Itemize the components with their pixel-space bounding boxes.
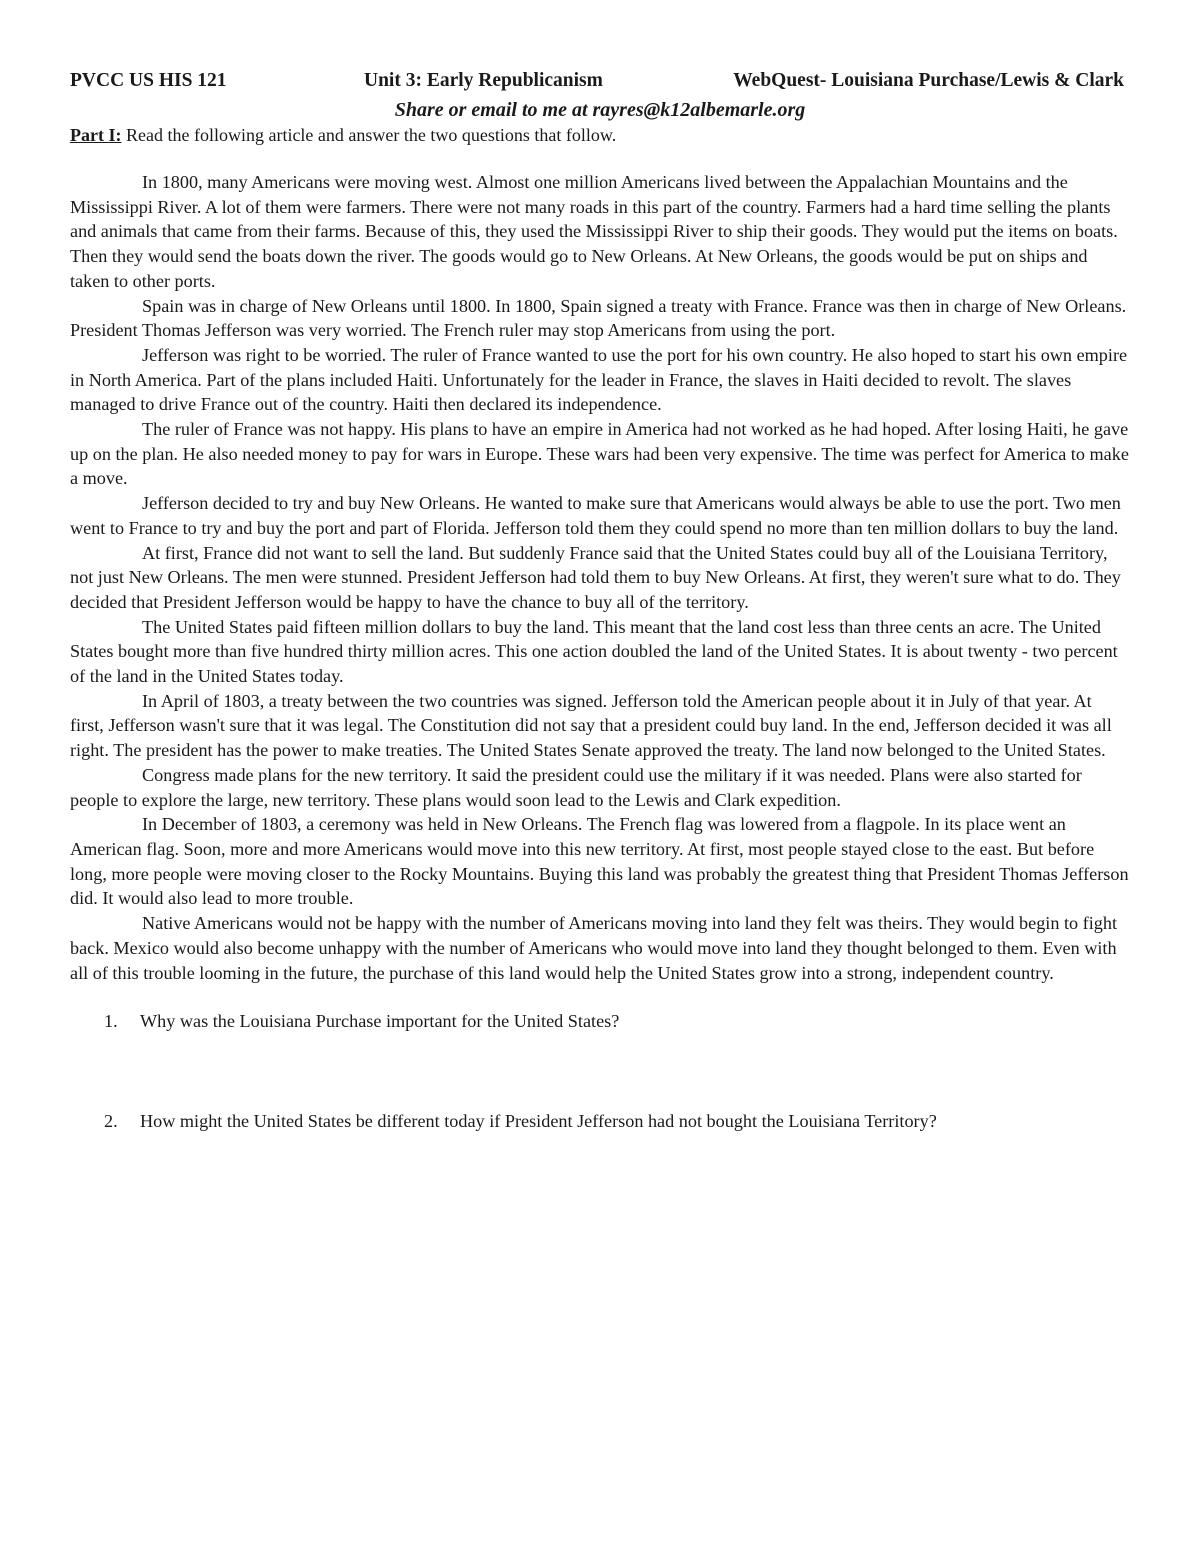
article-paragraph: In April of 1803, a treaty between the two countries was signed. Jefferson told the American people about it in July of that year. At first, Jefferson wasn't sure that it was legal. The Constitution did not say that a president could buy land. In the end, Jefferson decided it was all right. The president has the power to make treaties. The United States Senate approved the treaty. The land now belonged to the United States.: [70, 690, 1112, 761]
article-paragraph: Jefferson decided to try and buy New Orleans. He wanted to make sure that Americans would always be able to use the port. Two men went to France to try and buy the port and part of Florida. Jefferson told them they could spend no more than ten million dollars to buy the land.: [70, 493, 1121, 538]
webquest-title: WebQuest- Louisiana Purchase/Lewis & Clark: [733, 70, 1124, 91]
article-paragraph: The ruler of France was not happy. His plans to have an empire in America had not worked as he had hoped. After losing Haiti, he gave up on the plan. He also needed money to pay for wars in Europe. These wars had been very expensive. The time was perfect for America to make a move.: [70, 419, 1129, 489]
article-paragraph: The United States paid fifteen million dollars to buy the land. This meant that the land cost less than three cents an acre. The United States bought more than five hundred thirty million acres. This one action doubled the land of the United States. It is about twenty - two percent of the land in the United States today.: [70, 616, 1118, 687]
article-paragraph: Congress made plans for the new territory. It said the president could use the military if it was needed. Plans were also started for people to explore the large, new territory. These plans would soon lead to the Lewis and Clark expedition.: [70, 764, 1082, 810]
question-item: [70, 1109, 1130, 1134]
header-row: [70, 70, 1130, 98]
article-paragraph: At first, France did not want to sell the land. But suddenly France said that the United States could buy all of the Louisiana Territory, not just New Orleans. The men were stunned. President Jefferson had told them to buy New Orleans. At first, they weren't sure what to do. They decided that President Jefferson would be happy to have the chance to buy all of the territory.: [70, 542, 1121, 612]
article: [70, 170, 1130, 985]
article-paragraph: In December of 1803, a ceremony was held in New Orleans. The French flag was lowered from a flagpole. In its place went an American flag. Soon, more and more Americans would move into this new territory. At first, most people stayed close to the east. But before long, more people were moving closer to the Rocky Mountains. Buying this land was probably the greatest thing that President Thomas Jefferson did. It would also lead to more trouble.: [70, 814, 1129, 909]
share-instruction: Share or email to me at rayres@k12albemarle.org: [394, 99, 806, 121]
question-list: [70, 1009, 1130, 1133]
question-number: 1.: [104, 1011, 118, 1032]
question-number: 2.: [104, 1110, 118, 1131]
unit-title: Unit 3: Early Republicanism: [364, 70, 603, 91]
question-text: Why was the Louisiana Purchase important for the United States?: [140, 1011, 620, 1032]
worksheet-page: [70, 70, 1130, 1134]
part-one-label: Part I:: [70, 125, 122, 145]
article-paragraph: Spain was in charge of New Orleans until 1800. In 1800, Spain signed a treaty with France. France was then in charge of New Orleans. President Thomas Jefferson was very worried. The French ruler may stop Americans from using the port.: [70, 295, 1127, 341]
question-item: [70, 1009, 1130, 1034]
course-code: PVCC US HIS 121: [70, 70, 227, 91]
article-paragraph: Native Americans would not be happy with the number of Americans moving into land they felt was theirs. They would begin to fight back. Mexico would also become unhappy with the number of Americans who would move into land they thought belonged to them. Even with all of this trouble looming in the future, the purchase of this land would help the United States grow into a strong, independent country.: [70, 913, 1118, 983]
article-paragraph: Jefferson was right to be worried. The ruler of France wanted to use the port for his own country. He also hoped to start his own empire in North America. Part of the plans included Haiti. Unfortunately for the leader in France, the slaves in Haiti decided to revolt. The slaves managed to drive France out of the country. Haiti then declared its independence.: [70, 344, 1128, 415]
part-one-text: Read the following article and answer the two questions that follow.: [125, 125, 617, 145]
part-one-instructions: [70, 122, 1130, 148]
question-text: How might the United States be different today if President Jefferson had not bought the Louisiana Territory?: [140, 1110, 937, 1131]
article-paragraph: In 1800, many Americans were moving west. Almost one million Americans lived between the Appalachian Mountains and the Mississippi River. A lot of them were farmers. There were not many roads in this part of the country. Farmers had a hard time selling the plants and animals that came from their farms. Because of this, they used the Mississippi River to ship their goods. They would put the items on boats. Then they would send the boats down the river. The goods would go to New Orleans. At New Orleans, the goods would be put on ships and taken to other ports.: [70, 172, 1118, 291]
